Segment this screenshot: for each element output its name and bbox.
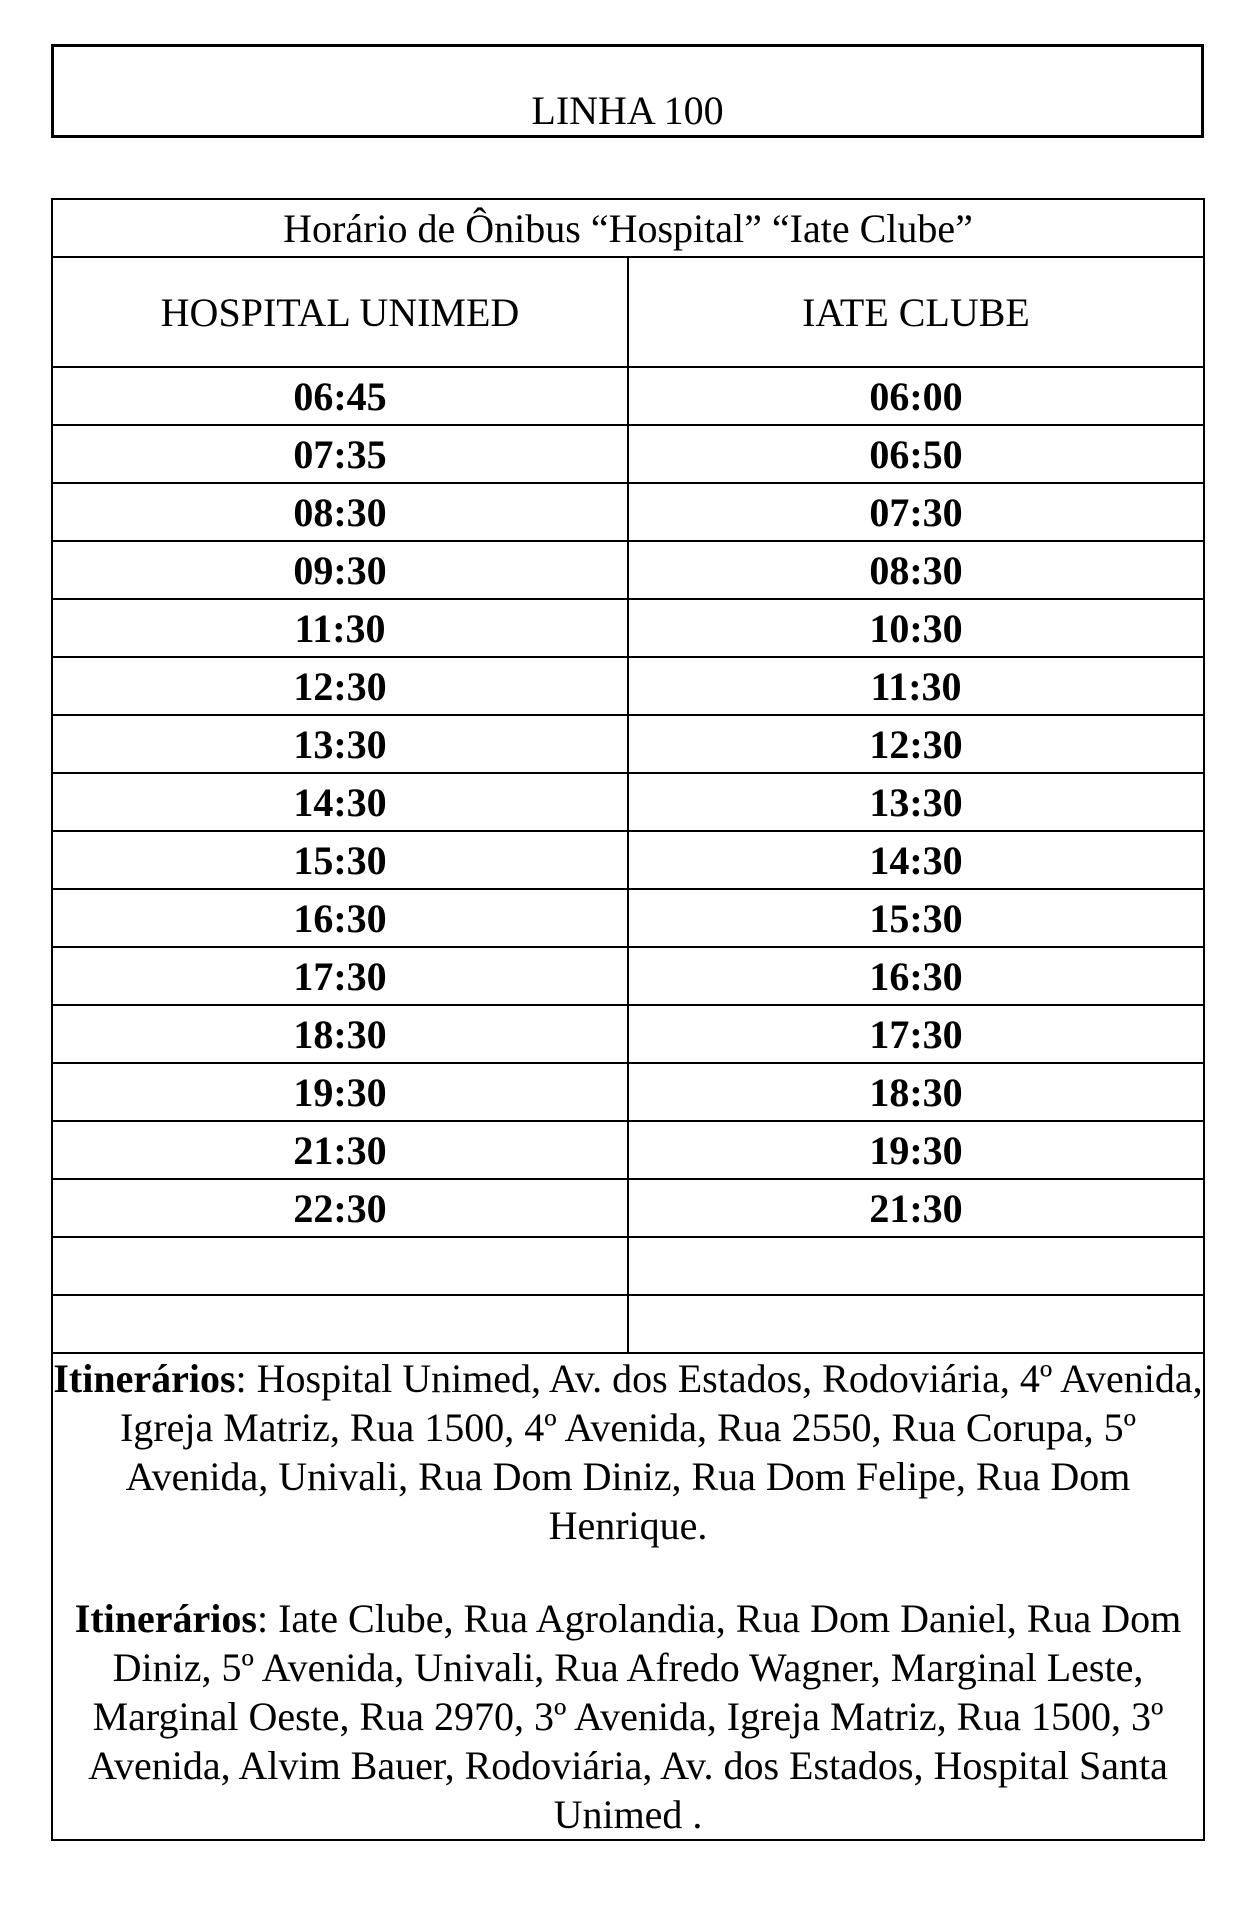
empty-row (52, 1237, 1204, 1295)
departure-hospital-unimed: 06:45 (52, 367, 628, 425)
departure-iate-clube: 06:50 (628, 425, 1204, 483)
departure-hospital-unimed: 22:30 (52, 1179, 628, 1237)
bus-schedule-table (51, 198, 1205, 1841)
table-row (52, 657, 1204, 715)
departure-hospital-unimed: 09:30 (52, 541, 628, 599)
table-row (52, 599, 1204, 657)
departure-iate-clube: 12:30 (628, 715, 1204, 773)
table-row (52, 425, 1204, 483)
departure-hospital-unimed: 12:30 (52, 657, 628, 715)
departure-iate-clube: 13:30 (628, 773, 1204, 831)
departure-hospital-unimed: 07:35 (52, 425, 628, 483)
table-row (52, 1121, 1204, 1179)
departure-iate-clube: 07:30 (628, 483, 1204, 541)
departure-hospital-unimed: 14:30 (52, 773, 628, 831)
itinerary-row (52, 1353, 1204, 1840)
itinerary-text: : Hospital Unimed, Av. dos Estados, Rodoviária, 4º Avenida, Igreja Matriz, Rua 1500, 4º Avenida, Rua 2550, Rua Corupa, 5º Avenida, Univali, Rua Dom Diniz, Rua Dom Felipe, Rua Dom Henrique. (119, 1356, 1203, 1548)
departure-hospital-unimed: 17:30 (52, 947, 628, 1005)
table-row (52, 1005, 1204, 1063)
table-row (52, 889, 1204, 947)
itinerary-cell (52, 1353, 1204, 1840)
table-row (52, 367, 1204, 425)
departure-hospital-unimed: 18:30 (52, 1005, 628, 1063)
empty-row (52, 1295, 1204, 1353)
departure-iate-clube: 21:30 (628, 1179, 1204, 1237)
departure-iate-clube: 15:30 (628, 889, 1204, 947)
column-header-iate-clube: IATE CLUBE (628, 257, 1204, 367)
table-row (52, 1179, 1204, 1237)
table-row (52, 541, 1204, 599)
table-row (52, 831, 1204, 889)
itinerary-hospital-to-iate (53, 1354, 1203, 1550)
schedule-caption: Horário de Ônibus “Hospital” “Iate Clube” (52, 199, 1204, 257)
departure-iate-clube: 17:30 (628, 1005, 1204, 1063)
departure-iate-clube: 16:30 (628, 947, 1204, 1005)
line-title-box (51, 44, 1204, 138)
departure-hospital-unimed: 15:30 (52, 831, 628, 889)
empty-cell (628, 1295, 1204, 1353)
empty-cell (52, 1295, 628, 1353)
table-row (52, 715, 1204, 773)
itinerary-label: Itinerários (53, 1356, 236, 1401)
departure-iate-clube: 18:30 (628, 1063, 1204, 1121)
departure-hospital-unimed: 13:30 (52, 715, 628, 773)
departure-iate-clube: 19:30 (628, 1121, 1204, 1179)
departure-iate-clube: 14:30 (628, 831, 1204, 889)
table-row (52, 947, 1204, 1005)
line-title: LINHA 100 (531, 88, 724, 133)
departure-iate-clube: 08:30 (628, 541, 1204, 599)
table-row (52, 1063, 1204, 1121)
schedule-caption-row (52, 199, 1204, 257)
departure-hospital-unimed: 21:30 (52, 1121, 628, 1179)
table-row (52, 773, 1204, 831)
departure-hospital-unimed: 16:30 (52, 889, 628, 947)
departure-iate-clube: 10:30 (628, 599, 1204, 657)
empty-cell (52, 1237, 628, 1295)
itinerary-text: : Iate Clube, Rua Agrolandia, Rua Dom Daniel, Rua Dom Diniz, 5º Avenida, Univali, Rua Afredo Wagner, Marginal Leste, Marginal Oeste, Rua 2970, 3º Avenida, Igreja Matriz, Rua 1500, 3º Avenida, Alvim Bauer, Rodoviária, Av. dos Estados, Hospital Santa Unimed . (88, 1596, 1182, 1837)
column-header-row (52, 257, 1204, 367)
itinerary-label: Itinerários (74, 1596, 257, 1641)
itinerary-iate-to-hospital (53, 1594, 1203, 1839)
column-header-hospital-unimed: HOSPITAL UNIMED (52, 257, 628, 367)
departure-iate-clube: 06:00 (628, 367, 1204, 425)
table-row (52, 483, 1204, 541)
departure-iate-clube: 11:30 (628, 657, 1204, 715)
empty-cell (628, 1237, 1204, 1295)
departure-hospital-unimed: 19:30 (52, 1063, 628, 1121)
departure-hospital-unimed: 11:30 (52, 599, 628, 657)
departure-hospital-unimed: 08:30 (52, 483, 628, 541)
